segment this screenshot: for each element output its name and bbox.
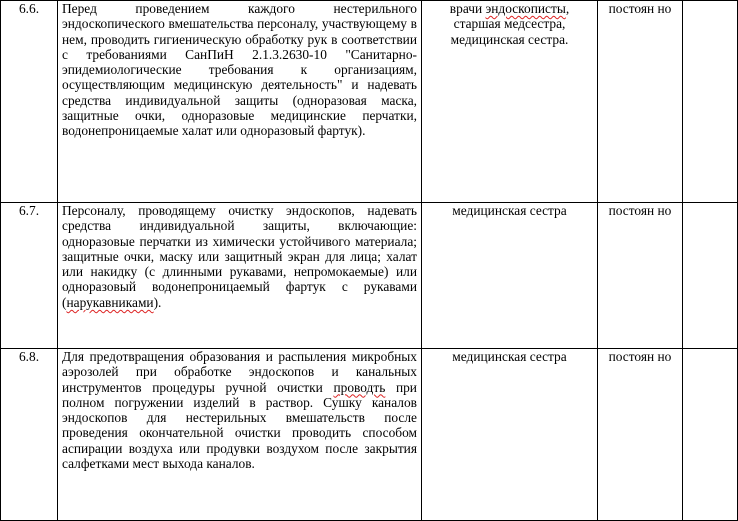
responsible-cell	[422, 203, 598, 349]
table-row	[1, 349, 738, 521]
responsible-line: медицинская сестра	[452, 203, 567, 218]
action-text: при полном погружении изделий в раствор. Сушку каналов эндоскопов для нестерильных вмешательств после проведения окончательной очистки проводить способом аспирации воздуха или продувки воздухом после закрытия салфетками мест выхода каналов.	[62, 379, 417, 472]
spellcheck-flagged-word: эндоскописты	[485, 1, 566, 16]
spellcheck-flagged-word: нарукавниками	[66, 294, 154, 310]
term-text: постоян но	[608, 349, 672, 364]
item-number: 6.8.	[18, 349, 40, 364]
action-cell	[58, 1, 422, 203]
action-text: Персоналу, проводящему очистку эндоскопов, надевать средства индивидуальной защиты, включающие: одноразовые перчатки из химически устойчивого материала; защитные очки, маску или защитный экран для лица; халат или накидку (с длинными рукавами, непромокаемые) или одноразовый водонепроницаемый фартук с рукавами (	[62, 203, 417, 310]
term-cell	[598, 1, 683, 203]
item-number: 6.7.	[18, 203, 40, 218]
item-number-cell	[1, 203, 58, 349]
term-cell	[598, 349, 683, 521]
responsible-cell	[422, 1, 598, 203]
table-row	[1, 203, 738, 349]
action-cell	[58, 349, 422, 521]
item-number: 6.6.	[18, 1, 40, 16]
responsible-line: медицинская сестра.	[450, 31, 569, 47]
term-text: постоян но	[608, 1, 672, 16]
action-text: Для предотвращения образования и распыления микробных аэрозолей при обработке эндоскопов и канальных инструментов процедуры ручной очистки	[62, 349, 417, 395]
term-cell	[598, 203, 683, 349]
action-text: Перед проведением каждого нестерильного эндоскопического вмешательства персоналу, участвующему в нем, проводить гигиеническую обработку рук в соответствии с требованиями СанПиН 2.1.3.2630-10 "Санитарно-эпидемиологические требования к организациям, осуществляющим медицинскую деятельность" и надевать средства индивидуальной защиты (одноразовая маска, защитные очки, одноразовые медицинские перчатки, водонепроницаемые халат или одноразовый фартук).	[62, 1, 417, 139]
item-number-cell	[1, 1, 58, 203]
responsible-text: врачи	[449, 1, 486, 16]
action-cell	[58, 203, 422, 349]
action-text: ).	[153, 294, 162, 310]
responsible-line	[426, 1, 593, 16]
responsible-line: старшая медсестра,	[453, 16, 566, 32]
empty-cell	[683, 349, 738, 521]
term-text: постоян но	[608, 203, 672, 218]
responsible-text: ,	[565, 1, 570, 16]
empty-cell	[683, 1, 738, 203]
table-row	[1, 1, 738, 203]
responsible-line: медицинская сестра	[452, 349, 567, 364]
spellcheck-flagged-word: проводть	[333, 379, 386, 395]
empty-cell	[683, 203, 738, 349]
responsible-cell	[422, 349, 598, 521]
item-number-cell	[1, 349, 58, 521]
